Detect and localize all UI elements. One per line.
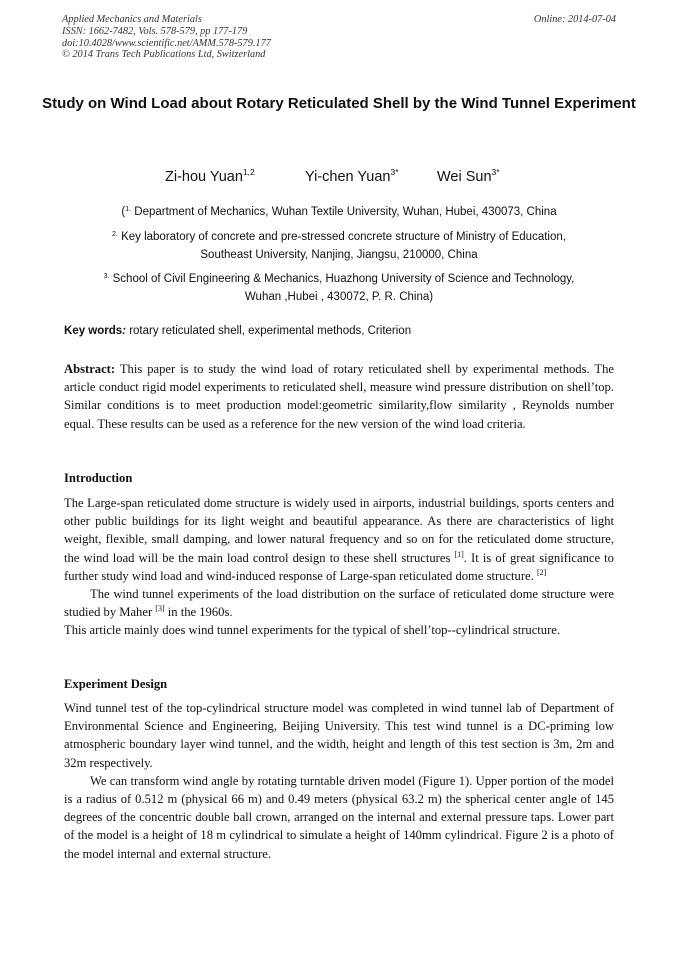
online-date: Online: 2014-07-04	[533, 14, 616, 25]
affiliation-1: ($^{1.}$ Department of Mechanics, Wuhan Textile University, Wuhan, Hubei, 430073, China	[121, 206, 557, 218]
author-3: Wei Sun$^{3*}$	[437, 167, 500, 185]
author-1: Zi-hou Yuan$^{1,2}$	[165, 167, 255, 185]
paragraph: Wind tunnel test of the top-cylindrical structure model was completed in wind tunnel lab of Department of Environmental Science and Engineering, Beijing University. This test wind tunnel is a DC-priming low atmospheric boundary layer wind tunnel, and the width, height and length of this test section is 3m, 2m and 32m respectively.	[64, 701, 614, 770]
affiliation-2: $^{2.}$ Key laboratory of concrete and pre-stressed concrete structure of Ministry of Education, Southeast University, Nanjing, Jiangsu, 210000, China	[112, 231, 566, 261]
paragraph: We can transform wind angle by rotating turntable driven model (Figure 1). Upper portion of the model is a radius of 0.512 m (physical 66 m) and 0.49 meters (physical 63.2 m) the spherical center angle of 145 degrees of the concentric double ball crown, arranged on the internal and external pressure taps. Lower part of the model is a height of 18 m cylindrical to simulate a height of 140mm cylindrical. Figure 2 is a photo of the model internal and external structure.	[64, 773, 614, 861]
abstract-text: This paper is to study the wind load of rotary reticulated shell by experimental methods. The article conduct rigid model experiments to reticulated shell, measure wind pressure distribution on shell’top. Similar conditions is to meet production model:geometric similarity,flow similarity , Reynolds number equal. These results can be used as a reference for the new version of the wind load criteria.	[64, 362, 614, 431]
paragraph: This article mainly does wind tunnel experiments for the typical of shell’top--cylindrical structure.	[64, 623, 561, 638]
keywords: Key words: rotary reticulated shell, experimental methods, Criterion	[64, 325, 412, 337]
section-heading-experiment: Experiment Design	[64, 677, 168, 691]
abstract	[64, 360, 614, 433]
doi-line: doi:10.4028/www.scientific.net/AMM.578-579.177	[62, 37, 271, 49]
journal-name: Applied Mechanics and Materials	[62, 14, 202, 25]
paragraph: The Large-span reticulated dome structure is widely used in airports, industrial buildings, sports centers and other public buildings for its light weight and beautiful appearance. As there are characteristics of light weight, flexible, small damping, and lower natural frequency and so on for the reticulated dome structure, the wind load will be the main load control design to these shell structures [1]. It is of great significance to further study wind load and wind-induced response of Large-span reticulated dome structure. [2]	[64, 496, 614, 583]
paper-title: Study on Wind Load about Rotary Reticulated Shell by the Wind Tunnel Experiment	[42, 95, 636, 112]
section-heading-introduction: Introduction	[64, 471, 133, 485]
keywords-label: Key words	[64, 325, 123, 337]
experiment-body	[64, 699, 614, 863]
introduction-body	[64, 494, 614, 640]
author-list	[0, 167, 678, 189]
paragraph: The wind tunnel experiments of the load distribution on the surface of reticulated dome structure were studied by Maher [3] in the 1960s.	[64, 587, 614, 620]
issn-line: ISSN: 1662-7482, Vols. 578-579, pp 177-179	[62, 25, 248, 37]
journal-header	[62, 14, 271, 61]
abstract-label: Abstract:	[64, 362, 116, 376]
affiliation-3: $^{3.}$ School of Civil Engineering & Mechanics, Huazhong University of Science and Technology, Wuhan ,Hubei , 430072, P. R. China)	[103, 273, 575, 303]
copyright-line: © 2014 Trans Tech Publications Ltd, Switzerland	[62, 49, 266, 61]
keywords-text: rotary reticulated shell, experimental methods, Criterion	[126, 325, 412, 337]
author-2: Yi-chen Yuan$^{3*}$	[305, 167, 399, 185]
